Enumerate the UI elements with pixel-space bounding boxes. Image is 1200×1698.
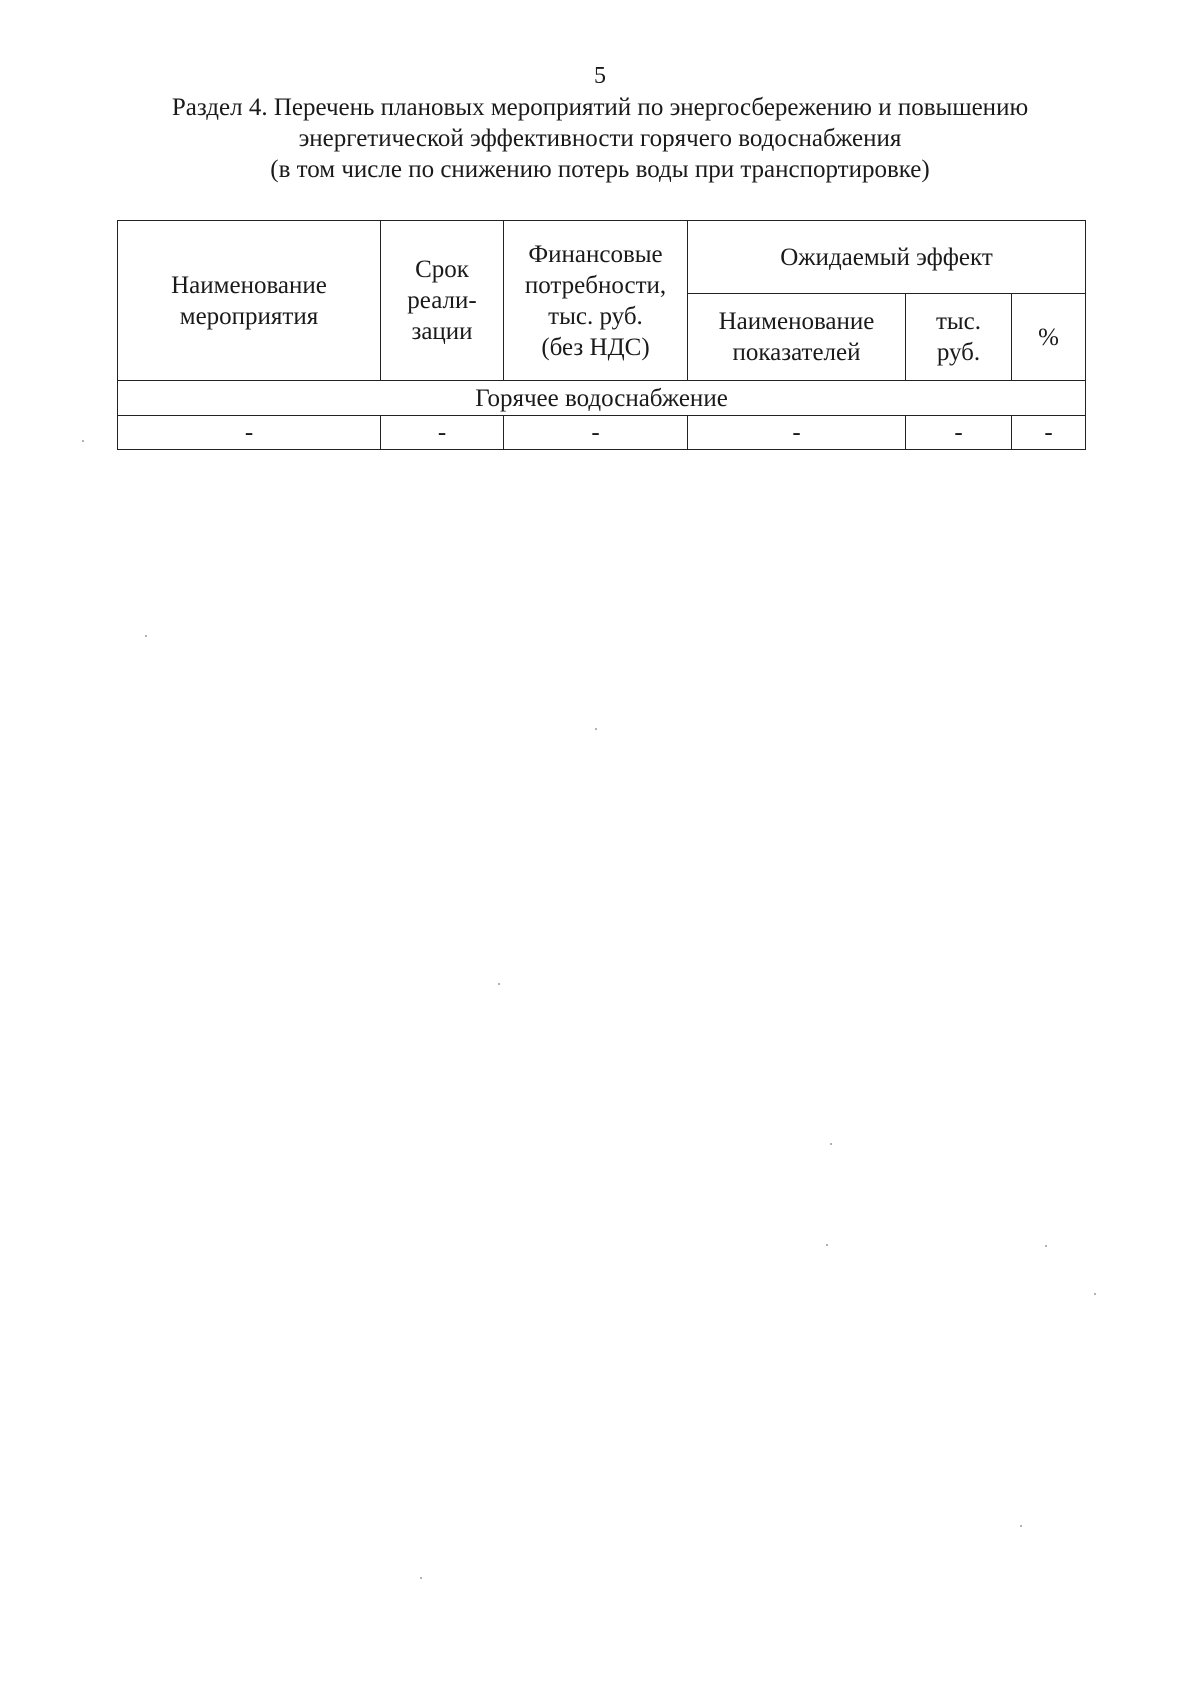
scan-speck bbox=[498, 983, 500, 985]
header-measure-name: Наименование мероприятия bbox=[118, 221, 381, 381]
table-row bbox=[118, 416, 1086, 450]
header-financing: Финансовые потребности, тыс. руб. (без НДС) bbox=[504, 221, 688, 381]
group-title-hot-water: Горячее водоснабжение bbox=[118, 381, 1086, 416]
scan-speck bbox=[595, 728, 597, 730]
header-percent: % bbox=[1012, 294, 1086, 381]
section-title bbox=[0, 92, 1200, 185]
scan-speck bbox=[1045, 1245, 1047, 1247]
scan-speck bbox=[826, 1244, 828, 1246]
table-cell: - bbox=[118, 416, 381, 450]
header-expected-effect: Ожидаемый эффект bbox=[688, 221, 1086, 294]
header-thousand-rub: тыс. руб. bbox=[906, 294, 1012, 381]
table-cell: - bbox=[504, 416, 688, 450]
table-cell: - bbox=[1012, 416, 1086, 450]
measures-table bbox=[117, 220, 1086, 450]
scan-speck bbox=[1020, 1525, 1022, 1527]
section-title-line-2: энергетической эффективности горячего водоснабжения bbox=[298, 125, 902, 152]
scan-speck bbox=[1094, 1293, 1096, 1295]
section-title-line-3: (в том числе по снижению потерь воды при транспортировке) bbox=[270, 156, 930, 183]
scan-speck bbox=[145, 635, 147, 637]
scan-speck bbox=[830, 1143, 832, 1145]
header-term: Срок реали- зации bbox=[381, 221, 504, 381]
table-cell: - bbox=[688, 416, 906, 450]
table-cell: - bbox=[381, 416, 504, 450]
table-cell: - bbox=[906, 416, 1012, 450]
section-title-line-1: Раздел 4. Перечень плановых мероприятий по энергосбережению и повышению bbox=[171, 94, 1029, 121]
scan-speck bbox=[420, 1577, 422, 1579]
header-indicator-name: Наименование показателей bbox=[688, 294, 906, 381]
page-number: 5 bbox=[594, 63, 606, 89]
scan-speck bbox=[82, 440, 84, 442]
